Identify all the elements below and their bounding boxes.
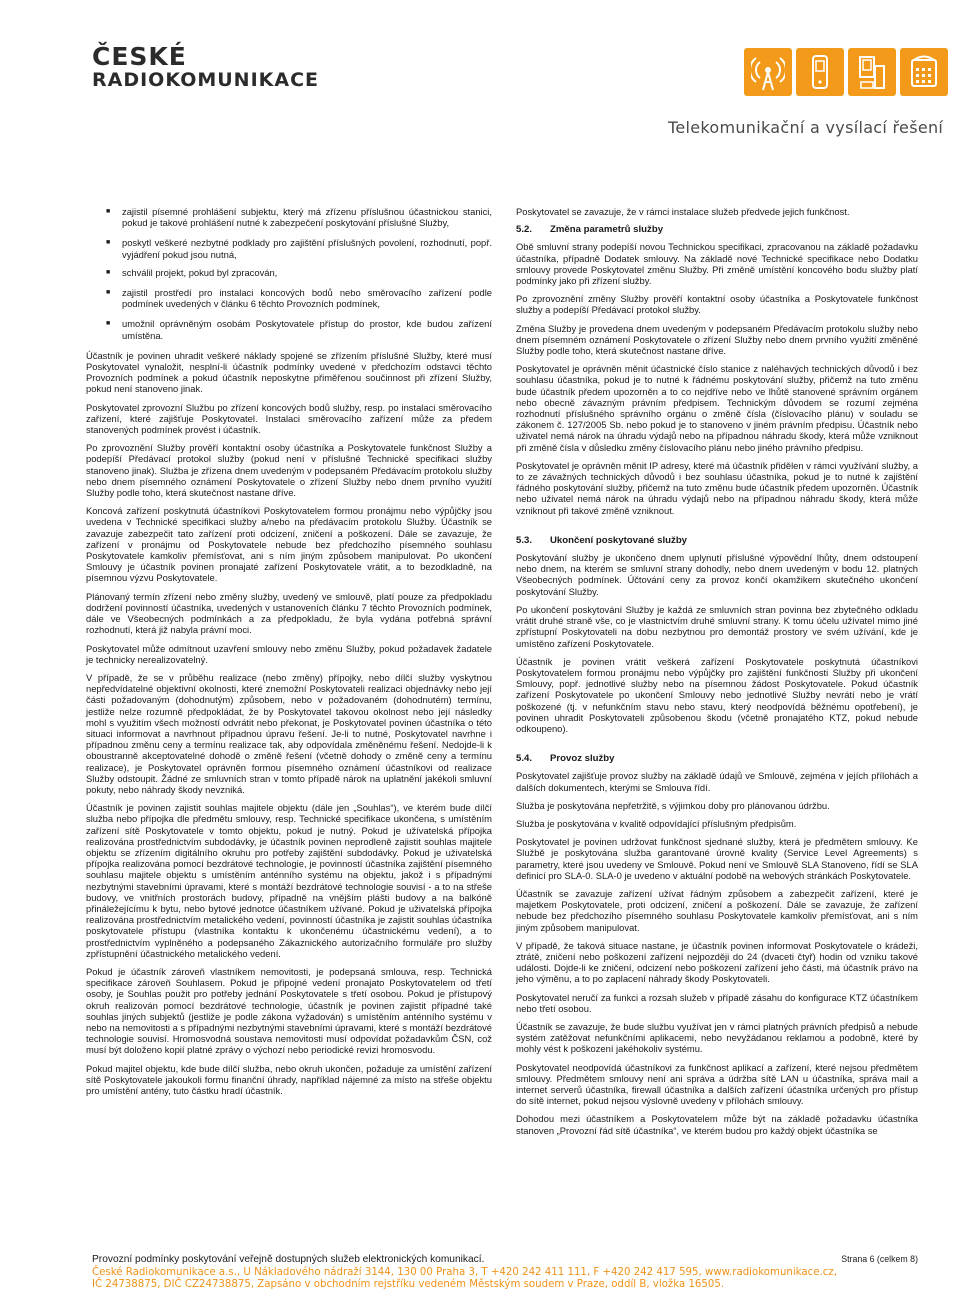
list-item: ■ zajistil písemné prohlášení subjektu, který má zřízenu příslušnou účastnickou stanici, pokud je takové prohlášení nutné k zabezpečení poskytování příslušné Služby,: [106, 206, 492, 229]
list-item: ■ schválil projekt, pokud byl zpracován,: [106, 266, 278, 278]
paragraph: Poskytovatel neručí za funkci a rozsah služeb v případě zásahu do konfigurace KTZ účastníkem nebo třetí osobou.: [516, 991, 918, 1014]
list-item: ■ poskytl veškeré nezbytné podklady pro zajištění příslušných povolení, rozhodnutí, popř. vyjádření pokud jsou nutná,: [106, 237, 492, 260]
logo-line-1: ČESKÉ: [92, 42, 187, 71]
paragraph: Plánovaný termín zřízení nebo změny služby, uvedený ve smlouvě, platí pouze za předpokladu dodržení povinností účastníka, uvedených v ustanoveních článku 7 těchto Provozních podmínek, dále ve Všeobecných podmínkách a za předpokladu, že byla vydána potřebná správní rozhodnutí, která již nabyla právní moci.: [86, 590, 492, 636]
paragraph: Účastník se zavazuje, že bude službu využívat jen v rámci platných právních předpisů a nebude systém zatěžovat nefunkčními aplikacemi, nebo nevyžádanou reklamou a podobně, které by mohly vést k poškození jakéhokoliv systému.: [516, 1020, 918, 1055]
spacer: [516, 523, 918, 531]
footer-title-row: [92, 1254, 918, 1265]
paragraph: Po zprovoznění změny Služby prověří kontaktní osoby účastníka a Poskytovatele funkčnost služby a podepíší Předávací protokol služby.: [516, 293, 918, 316]
paragraph: Poskytovatel neodpovídá účastníkovi za funkčnost aplikací a zařízení, které nejsou předmětem smlouvy. Předmětem smlouvy není ani správa a údržba sítě LAN u účastníka, správa mail a internet serverů účastníka, firewall účastníka a dalších zařízení účastníka určených pro přístup do sítě internet, pokud nejsou výslovně uvedeny v přílohách smlouvy.: [516, 1061, 918, 1107]
list-item: ■ zajistil prostředí pro instalaci koncových bodů nebo směrovacího zařízení podle podmínek uvedených v článku 6 těchto Provozních podmínek,: [106, 287, 492, 310]
paragraph: V případě, že se v průběhu realizace (nebo změny) přípojky, nebo dílčí služby vyskytnou nepředvídatelné objektivní okolnosti, které znemožní Poskytovateli realizaci objednávky nebo její části požadovaným (dohodnutým) způsobem, nebo v požadovaném (dohodnutém) termínu, jestliže nelze rozumně předpokládat, že by Poskytovatel takovou okolnost nebo její následky mohl s využitím všech možností odvrátit nebo překonat, je Poskytovatel povinen účastníka o této situaci informovat a navrhnout případnou úpravu řešení. Je-li to nutné, Poskytovatel navrhne i případnou změnu ceny a termínu realizace tak, aby odpovídala změněnému řešení. Nedojde-li k oboustranně akceptovatelné dohodě o změně řešení (včetně dohody o změně ceny a termínu realizace), je Poskytovatel oprávněn formou písemného oznámení účastníkovi od realizace Služby odstoupit. Žádné ze smluvních stran v tomto případě nárok na uplatnění jakékoli smluvní pokuty, nebo náhrady škody nevzniká.: [86, 671, 492, 795]
spacer: [516, 741, 918, 749]
requirements-list: [86, 206, 492, 341]
right-column: [516, 206, 918, 1143]
page-number: Strana 6 (celkem 8): [841, 1254, 918, 1264]
logo-line-2: RADIOKOMUNIKACE: [92, 69, 320, 91]
paragraph: Poskytovatel může odmítnout uzavření smlouvy nebo změnu Služby, pokud požadavek žadatele je technicky nerealizovatelný.: [86, 642, 492, 665]
paragraph: Poskytovatel se zavazuje, že v rámci instalace služeb předvede jejich funkčnost.: [516, 206, 850, 217]
paragraph: Účastník je povinen zajistit souhlas majitele objektu (dále jen „Souhlas“), ve kterém bude dílčí služba nebo přípojka dle předmětu smlouvy, resp. Technické specifikace ukončena, s umístěním zařízení sítě Poskytovatele v tomto objektu, pokud je nutný. Pokud je užívatelská přípojka realizována prostřednictvím subdodávky, je účastník povinen neprodleně zajistit souhlas majitele objektu se zřízením digitálního okruhu pro potřeby zajištění subdodávky. Pokud je uživatelská přípojka realizována pomocí bezdrátové technologie, je povinností účastníka zajištění písemného souhlasu majitele objektu s umístěním anténního systému na objektu, jakož i s případnými nezbytnými stavebními úpravami, které s montáží bezdrátové technologie souvisí - a to na střeše budovy, ve vnitřních prostorách budovy, případně na vnějším plášti budovy a na balkóně přináležejícímu k bytu, nebo bytové jednotce účastníkem užívané. Pokud je uživatelská přípojka realizována prostřednictvím metalického vedení, povinností účastníka je zajistit souhlas účastníka poskytovatele přístupu (vlastníka kontaktu k ukončenému účastnickému vedení), a to prostřednictvím vyplněného a podepsaného Zákaznického autorizačního formuláře pro služby zpřístupnění účastnického metalického vedení.: [86, 802, 492, 959]
company-logo: [92, 44, 319, 90]
bullet-icon: ■: [106, 320, 111, 328]
bullet-icon: ■: [106, 289, 111, 297]
paragraph: Poskytovatel zajišťuje provoz služby na základě údajů ve Smlouvě, zejména v jejích přílohách a dalších dokumentech, kterými se Smlouva řídí.: [516, 770, 918, 793]
pc-icon: [848, 48, 896, 96]
section-heading-5-4: 5.4. Provoz služby: [516, 753, 615, 765]
page-footer: [92, 1254, 918, 1290]
list-item: ■ umožnil oprávněným osobám Poskytovatele přístup do prostor, kde budou zařízení umístěna.: [106, 318, 492, 341]
mobile-phone-icon: [796, 48, 844, 96]
paragraph: Změna Služby je provedena dnem uvedeným v podepsaném Předávacím protokolu služby nebo dnem písemném oznámení Poskytovatele o zřízení Služby nebo dnem prvního využití změněné Služby podle toho, která skutečnost nastane dříve.: [516, 322, 918, 357]
paragraph: Obě smluvní strany podepíší novou Technickou specifikaci, zpracovanou na základě požadavku účastníka, případně Dodatek smlouvy. Na základě nové Technické specifikace nebo Dodatku smlouvy provede Poskytovatel změnu Služby. Při změně umístění koncového bodu služby platí podmínky jako při zřízení služby.: [516, 241, 918, 287]
section-heading-5-2: 5.2. Změna parametrů služby: [516, 224, 664, 236]
paragraph: Poskytovatel je povinen udržovat funkčnost sjednané služby, která je předmětem smlouvy. Ke Službě je poskytována služba garantované úrovně kvality (Service Level Agreements) s parametry, které jsou uvedeny ve Smlouvě. Pokud není ve Smlouvě SLA Stanoveno, řídí se SLA definicí pro SLA-0. SLA-0 je uvedeno v aktuální podobě na webových stránkách Poskytovatele.: [516, 836, 918, 881]
paragraph: Po zprovoznění Služby prověří kontaktní osoby účastníka a Poskytovatele funkčnost Služby a podepíší Předávací protokol služby (pokud není v příslušné Technické specifikaci služby stanoveno jinak). Služba je zřízena dnem uvedeným v podepsaném Předávacím protokolu služby nebo dnem písemného oznámení Poskytovatele o zřízení Služby nebo dnem prvního využití Služby podle toho, která skutečnost nastane dříve.: [86, 442, 492, 499]
antenna-icon: [744, 48, 792, 96]
paragraph: Poskytovatel je oprávněn měnit účastnické číslo stanice z naléhavých technických důvodů i bez souhlasu účastníka, pokud je to nutné k řádnému poskytování služby, přičemž na tuto změnu bude účastník předem upozorněn a to co nejdříve nebo ve lhůtě stanovené správním orgánem nebo obecně závazným právním předpisem. Technickým důvodem se rozumí zejména rozhodnutí příslušného správního orgánu o změně čísla (číslovacího plánu) v souladu se zákonem č. 127/2005 Sb. nebo pokud je to stanoveno v jiném právním předpisu. Účastník nebo uživatel nemá nárok na úhradu výdajů nebo na případnou náhradu škody, která může vzniknout při změně čísla v důsledku změny číslovacího plánu nebo jiného právního předpisu.: [516, 363, 918, 453]
paragraph: Účastník se zavazuje zařízení užívat řádným způsobem a zabezpečit zařízení, které je majetkem Poskytovatele, proti odcizení, zničení a poškození. Dále se zavazuje, že zařízení nebude bez předchozího písemného souhlasu Poskytovatele kamkoliv přemísťovat, ani s ním jiným způsobem manipulovat.: [516, 887, 918, 933]
paragraph: Dohodou mezi účastníkem a Poskytovatelem může být na základě požadavku účastníka stanoven „Provozní řád sítě účastníka“, ve kterém budou pro každý objekt účastníka se: [516, 1113, 918, 1136]
paragraph: Služba je poskytována v kvalitě odpovídající příslušným předpisům.: [516, 817, 797, 829]
paragraph: Účastník je povinen uhradit veškeré náklady spojené se zřízením příslušné Služby, které musí Poskytovatel vynaložit, nesplní-li účastník podmínky uvedené v předchozím odstavci těchto Provozních podmínek a pokud účastník neposkytne přiměřenou součinnost při zřízení Služby, pokud není stanoveno jinak.: [86, 349, 492, 395]
paragraph: Pokud majitel objektu, kde bude dílčí služba, nebo okruh ukončen, požaduje za umístění zařízení sítě Poskytovatele jakoukoli formu finanční úhrady, například nájemné za místo na střeše objektu pro umístění antény, tuto částku hradí účastník.: [86, 1062, 492, 1097]
paragraph: Účastník je povinen vrátit veškerá zařízení Poskytovatele poskytnutá účastníkovi Poskytovatelem formou pronájmu nebo výpůjčky pro zajištění funkčnosti Služby při ukončení Smlouvy, popř. jednotlivé služby nebo na písemnou žádost Poskytovatele. Pokud účastník zařízení Poskytovatele po ukončení Smlouvy nebo jednotlivé Služby nevrátí nebo je vrátí poškozené (tj. v nefunkčním stavu nebo stavu, který neodpovídá běžnému opotřebení), je povinen uhradit Poskytovateli způsobenou škodu (včetně pronajatého KTZ, pokud nebude odkoupeno).: [516, 655, 918, 734]
paragraph: Poskytovatel zprovozní Službu po zřízení koncových bodů služby, resp. po instalaci směrovacího zařízení, které zajišťuje Poskytovatel. Instalaci směrovacího zařízení může za předem stanovených podmínek provést i účastník.: [86, 401, 492, 436]
service-icons: [744, 48, 948, 96]
paragraph: Služba je poskytována nepřetržitě, s výjimkou doby pro plánovanou údržbu.: [516, 799, 830, 811]
left-column: [86, 206, 492, 1103]
footer-document-title: Provozní podmínky poskytování veřejně dostupných služeb elektronických komunikací.: [92, 1254, 485, 1265]
paragraph: V případě, že taková situace nastane, je účastník povinen informovat Poskytovatele o krádeži, ztrátě, zničení nebo poškození zařízení nejpozději do 24 (dvaceti čtyř) hodin od vzniku takové události. Dojde-li ke zničení, odcizení nebo poškození zařízení jeho části, má účastník právo na jeho výměnu, a to po zaplacení náhrady škody Poskytovateli.: [516, 939, 918, 985]
phone-icon: [900, 48, 948, 96]
bullet-icon: ■: [106, 208, 111, 215]
footer-company-address: České Radiokomunikace a.s., U Nákladového nádraží 3144, 130 00 Praha 3, T +420 242 411 111, F +420 242 417 595, www.radiokomunikace.cz,: [92, 1267, 837, 1278]
section-heading-5-3: 5.3. Ukončení poskytované služby: [516, 534, 688, 546]
paragraph: Pokud je účastník zároveň vlastníkem nemovitosti, je podepsaná smlouva, resp. Technická specifikace zároveň Souhlasem. Pokud je připojné vedení pronajato Poskytovatelem od třetí osoby, je Souhlas použit pro potřeby jednání Poskytovatele s třetí osobou. Pokud je přístupový okruh realizován pomocí bezdrátové technologie, účastník je povinen zajistit případné také souhlas jiných subjektů (jestliže je podle zákona vyžadován) s umístěním anténního systému v nebo na nemovitosti a s případnými nezbytnými stavebními úpravami, které s montáží bezdrátové technologie souvisí. Hromosvodná soustava nemovitosti musí odpovídat požadavkům ČSN, což musí být doloženo kopií platné zprávy o výchozí nebo periodické revizi hromosvodu.: [86, 965, 492, 1056]
paragraph: Koncová zařízení poskytnutá účastníkovi Poskytovatelem formou pronájmu nebo výpůjčky jsou uvedena v Technické specifikaci služby a/nebo na předávacím protokolu Služby. Účastník se zavazuje zabezpečit tato zařízení proti odcizení, zničení a poškození. Dále se zavazuje, že zařízení v pronájmu od Poskytovatele nebude bez předchozího písemného souhlasu Poskytovatele kamkoliv přemísťovat, ani s ním jiným způsobem manipulovat. Po ukončení Smlouvy je účastník povinen pronajaté zařízení Poskytovatele vrátit, a to bezodkladně, na písemnou výzvu Poskytovatele.: [86, 505, 492, 584]
paragraph: Po ukončení poskytování Služby je každá ze smluvních stran povinna bez zbytečného odkladu vrátit druhé straně vše, co je vlastnictvím druhé smluvní strany. K tomu účelu užívatel mimo jiné zpřístupní Poskytovateli na dobu nezbytnou pro demontáž prostory ve svém užívání, kde je umístěno zařízení Poskytovatele.: [516, 603, 918, 649]
bullet-icon: ■: [106, 239, 111, 247]
paragraph: Poskytovatel je oprávněn měnit IP adresy, které má účastník přidělen v rámci využívání služby, a to ze závažných technických důvodů i bez souhlasu účastníka, pokud je to nutné k zajištění řádného poskytování služby, přičemž na tuto změnu bude účastník předem upozorněn. Účastník nebo uživatel nemá nárok na úhradu výdajů nebo na případnou náhradu škody, která může vzniknout při takové změně vzniknout.: [516, 459, 918, 516]
footer-company-registration: IČ 24738875, DIČ CZ24738875, Zapsáno v obchodním rejstříku vedeném Městským soudem v Praze, oddíl B, vložka 16505.: [92, 1279, 725, 1290]
company-tagline: Telekomunikační a vysílací řešení: [668, 118, 944, 137]
bullet-icon: ■: [106, 268, 111, 276]
paragraph: Poskytování služby je ukončeno dnem uplynutí příslušné výpovědní lhůty, dnem odstoupení nebo dnem, na kterém se smluvní strany dohodly, nebo dnem uvedeným v bodu 12. platných Všeobecných podmínek. Účtování ceny za provoz končí okamžikem skutečného ukončení poskytování Služby.: [516, 552, 918, 597]
